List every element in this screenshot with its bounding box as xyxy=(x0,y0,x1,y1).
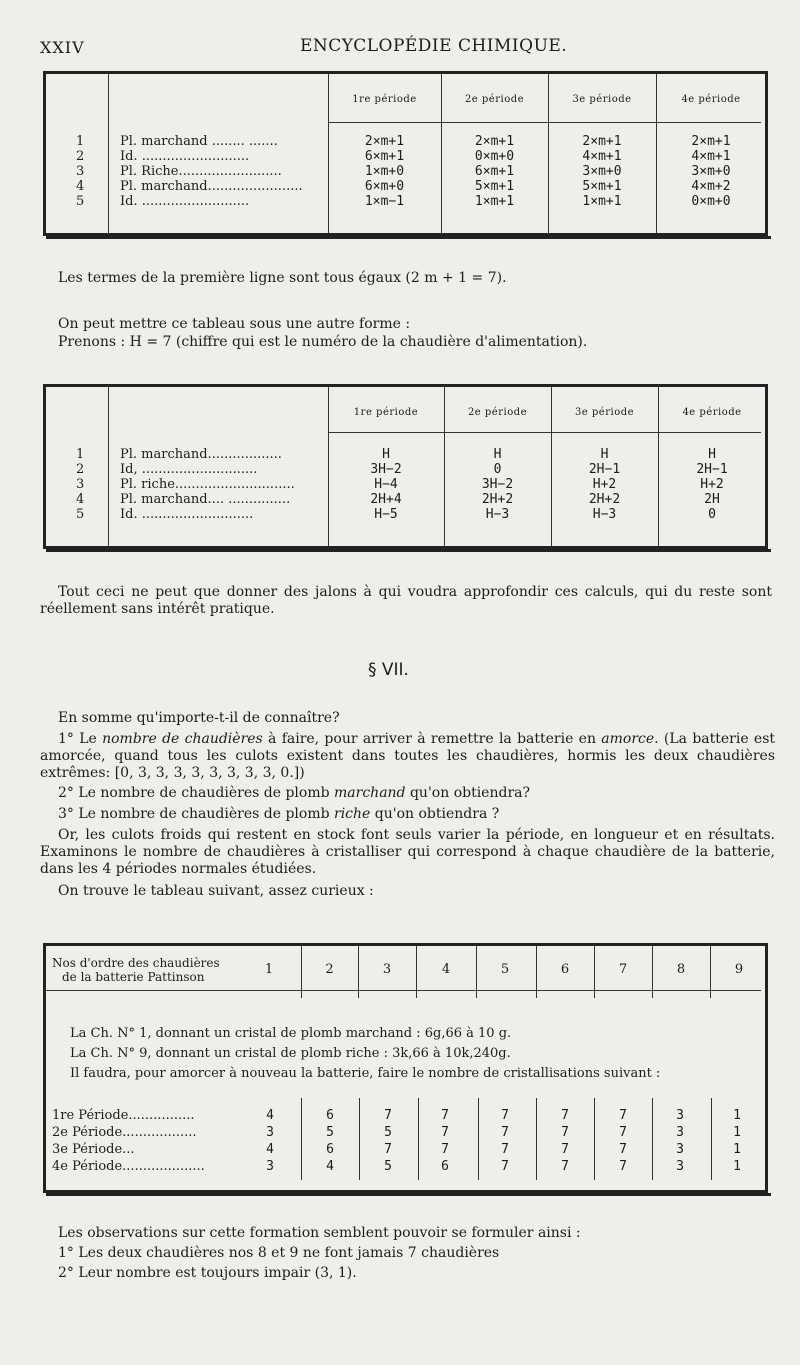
text: 3° Le nombre de chaudières de plomb xyxy=(58,806,330,822)
table-cell: 2×m+1 xyxy=(582,134,622,149)
emphasis: nombre de chaudières xyxy=(102,731,263,747)
row-label: Pl. marchand ........ ....... xyxy=(120,134,278,149)
table-cell: 7 xyxy=(619,1125,627,1140)
row-number: 1 xyxy=(76,134,85,149)
table-cell: 7 xyxy=(441,1125,449,1140)
period-header: 1re période xyxy=(353,407,419,418)
table-cell: H xyxy=(600,447,609,462)
paragraph: Tout ceci ne peut que donner des jalons à qui voudra approfondir ces calculs, qui du reste sont réellement sans intérêt pratique. xyxy=(40,584,772,617)
table-cell: H xyxy=(382,447,390,462)
table-2 xyxy=(43,384,768,549)
row-label: Pl. marchand.................. xyxy=(120,447,282,462)
table-cell: 0 xyxy=(708,507,716,522)
table-cell: 3 xyxy=(266,1125,274,1140)
paragraph: 1° Les deux chaudières nos 8 et 9 ne font jamais 7 chaudières xyxy=(58,1245,500,1261)
section-heading: § VII. xyxy=(368,660,409,680)
text: à faire, pour arriver à remettre la batterie en xyxy=(268,731,596,747)
column-header: 4 xyxy=(441,962,451,977)
table-cell: 5 xyxy=(326,1125,334,1140)
table-cell: 3 xyxy=(676,1108,684,1123)
table-cell: 0×m+0 xyxy=(691,194,731,209)
text: 1° Le xyxy=(58,731,97,747)
table-cell: 3H−2 xyxy=(481,477,514,492)
column-header: 1 xyxy=(264,962,274,977)
column-divider xyxy=(536,1098,537,1180)
table-cell: 4 xyxy=(266,1142,274,1157)
text: 2° Le nombre de chaudières de plomb xyxy=(58,785,330,801)
row-label: Id. .......................... xyxy=(120,149,250,164)
table-cell: 6×m+1 xyxy=(364,149,405,164)
column-divider xyxy=(359,1098,360,1180)
running-title: ENCYCLOPÉDIE CHIMIQUE. xyxy=(300,36,568,56)
paragraph: On peut mettre ce tableau sous une autre forme : xyxy=(58,316,411,332)
paragraph xyxy=(40,806,770,823)
table-cell: 2H+4 xyxy=(370,492,402,507)
paragraph: On trouve le tableau suivant, assez curieux : xyxy=(58,883,374,899)
table-cell: 5×m+1 xyxy=(582,179,622,194)
table-cell: 7 xyxy=(441,1108,449,1123)
table-cell: 3×m+0 xyxy=(691,164,731,179)
table-cell: 4 xyxy=(326,1159,334,1174)
table-cell: 2H xyxy=(704,492,720,507)
table-cell: 6×m+1 xyxy=(474,164,515,179)
row-number: 5 xyxy=(76,507,85,522)
note: Il faudra, pour amorcer à nouveau la batterie, faire le nombre de cristallisations suivant : xyxy=(70,1066,661,1081)
paragraph: Les observations sur cette formation semblent pouvoir se formuler ainsi : xyxy=(58,1225,581,1241)
table-cell: 2H+2 xyxy=(481,492,514,507)
table-cell: 1 xyxy=(733,1125,741,1140)
paragraph: Prenons : H = 7 (chiffre qui est le numéro de la chaudière d'alimentation). xyxy=(58,334,588,350)
table-cell: 7 xyxy=(561,1142,569,1157)
note: La Ch. N° 1, donnant un cristal de plomb marchand : 6g,66 à 10 g. xyxy=(70,1026,512,1041)
table-cell: 1 xyxy=(733,1108,741,1123)
period-header: 1re période xyxy=(352,94,417,105)
column-header: 8 xyxy=(676,962,686,977)
paragraph: Les termes de la première ligne sont tous égaux (2 m + 1 = 7). xyxy=(58,270,507,286)
table-cell: 7 xyxy=(619,1108,627,1123)
paragraph xyxy=(40,785,770,802)
period-header: 3e période xyxy=(572,94,632,105)
table-cell: 7 xyxy=(501,1142,509,1157)
table-cell: 2H+2 xyxy=(588,492,621,507)
paragraph: Or, les culots froids qui restent en stock font seuls varier la période, en longueur et en résultats. Examinons le nombre de chaudières à cristalliser qui correspond à chaque chaudière de la batterie, dans les 4 périodes normales étudiées. xyxy=(40,827,775,877)
table-cell: H−4 xyxy=(374,477,398,492)
table-cell: H xyxy=(708,447,716,462)
table-cell: 4×m+1 xyxy=(691,149,731,164)
emphasis: riche xyxy=(334,806,371,822)
table-cell: 1×m+1 xyxy=(582,194,622,209)
period-header: 4e période xyxy=(681,94,741,105)
text: qu'on obtiendra? xyxy=(409,785,530,801)
column-header: 2 xyxy=(325,962,334,977)
column-header: 3 xyxy=(382,962,392,977)
row-number: 2 xyxy=(76,462,85,477)
header-rule xyxy=(241,990,761,991)
period-header: 2e période xyxy=(464,94,525,105)
table-cell: 3 xyxy=(676,1159,684,1174)
row-label: Pl. marchand.... ............... xyxy=(120,492,291,507)
column-header: 7 xyxy=(618,962,628,977)
table-cell: 3 xyxy=(266,1159,274,1174)
row-label: 2e Période.................. xyxy=(52,1125,197,1140)
row-label: Pl. marchand....................... xyxy=(120,179,303,194)
table-cell: 6 xyxy=(326,1142,334,1157)
row-number: 5 xyxy=(76,194,85,209)
row-label: Id. ........................... xyxy=(120,507,254,522)
row-label: Id. .......................... xyxy=(120,194,250,209)
table-cell: 5 xyxy=(384,1159,392,1174)
paragraph: En somme qu'importe-t-il de connaître? xyxy=(58,710,340,726)
text: qu'on obtiendra ? xyxy=(374,806,500,822)
table-cell: 7 xyxy=(441,1142,449,1157)
table-cell: 2×m+1 xyxy=(364,134,405,149)
table-cell: 1 xyxy=(733,1142,741,1157)
row-label: 3e Période... xyxy=(52,1142,135,1157)
table-cell: H−5 xyxy=(374,507,398,522)
table-cell: H+2 xyxy=(700,477,724,492)
table-cell: 2×m+1 xyxy=(691,134,731,149)
table-cell: 1 xyxy=(733,1159,741,1174)
table-cell: 0×m+0 xyxy=(474,149,515,164)
row-number: 4 xyxy=(76,179,85,194)
table-cell: 7 xyxy=(561,1159,569,1174)
row-number: 3 xyxy=(76,164,85,179)
table-cell: 7 xyxy=(501,1159,509,1174)
period-header: 4e période xyxy=(682,407,742,418)
table-cell: 3 xyxy=(676,1125,684,1140)
header-label: Nos d'ordre des chaudières xyxy=(52,956,220,970)
period-header: 2e période xyxy=(467,407,528,418)
column-header: 9 xyxy=(734,962,744,977)
row-number: 3 xyxy=(76,477,85,492)
table-cell: 7 xyxy=(561,1108,569,1123)
table-cell: 1×m+1 xyxy=(474,194,515,209)
header-label: de la batterie Pattinson xyxy=(62,970,205,984)
table-cell: H xyxy=(493,447,502,462)
column-divider xyxy=(711,1098,712,1180)
table-cell: 6 xyxy=(441,1159,449,1174)
table-cell: 4 xyxy=(266,1108,274,1123)
table-cell: 1×m+0 xyxy=(364,164,405,179)
column-header: 5 xyxy=(500,962,510,977)
table-cell: 2×m+1 xyxy=(474,134,515,149)
emphasis: amorce xyxy=(601,731,655,747)
row-label: 1re Période................ xyxy=(52,1108,195,1123)
table-cell: 3H−2 xyxy=(370,462,402,477)
table-cell: 5×m+1 xyxy=(474,179,515,194)
table-3 xyxy=(43,943,768,1193)
note: La Ch. N° 9, donnant un cristal de plomb riche : 3k,66 à 10k,240g. xyxy=(70,1046,511,1061)
table-cell: 7 xyxy=(561,1125,569,1140)
emphasis: marchand xyxy=(334,785,406,801)
paragraph xyxy=(40,731,775,782)
row-label: Pl. Riche......................... xyxy=(120,164,282,179)
table-cell: 3 xyxy=(676,1142,684,1157)
table-cell: 6×m+0 xyxy=(364,179,405,194)
table-cell: H+2 xyxy=(592,477,617,492)
column-divider xyxy=(418,1098,419,1180)
text: . (La batterie est amorcée, quand tous les culots existent dans toutes les chaudières, hormis les deux chaudières extrêmes: [0, 3, 3, 3, 3, 3, 3, 3, 3, 0.]) xyxy=(40,731,776,781)
table-cell: 0 xyxy=(493,462,502,477)
table-cell: 7 xyxy=(501,1125,509,1140)
table-cell: 7 xyxy=(384,1142,392,1157)
paragraph: 2° Leur nombre est toujours impair (3, 1). xyxy=(58,1265,357,1281)
table-cell: 2H−1 xyxy=(696,462,728,477)
table-cell: 7 xyxy=(619,1142,627,1157)
column-header: 6 xyxy=(560,962,570,977)
table-cell: 5 xyxy=(384,1125,392,1140)
column-divider xyxy=(301,1098,302,1180)
period-header: 3e période xyxy=(574,407,635,418)
column-divider xyxy=(594,1098,595,1180)
table-cell: 1×m−1 xyxy=(364,194,405,209)
table-cell: H−3 xyxy=(485,507,510,522)
row-number: 1 xyxy=(76,447,85,462)
row-number: 2 xyxy=(76,149,85,164)
table-cell: 4×m+1 xyxy=(582,149,622,164)
table-cell: 7 xyxy=(501,1108,509,1123)
table-cell: H−3 xyxy=(592,507,617,522)
table-cell: 6 xyxy=(326,1108,334,1123)
table-cell: 2H−1 xyxy=(588,462,621,477)
table-1 xyxy=(43,71,768,236)
row-label: Pl. riche............................. xyxy=(120,477,295,492)
table-cell: 3×m+0 xyxy=(582,164,622,179)
table-cell: 7 xyxy=(619,1159,627,1174)
table-cell: 7 xyxy=(384,1108,392,1123)
row-number: 4 xyxy=(76,492,85,507)
row-label: 4e Période.................... xyxy=(52,1159,205,1174)
column-divider xyxy=(478,1098,479,1180)
page-number: XXIV xyxy=(40,38,85,57)
row-label: Id, ............................ xyxy=(120,462,258,477)
table-cell: 4×m+2 xyxy=(691,179,731,194)
column-divider xyxy=(652,1098,653,1180)
